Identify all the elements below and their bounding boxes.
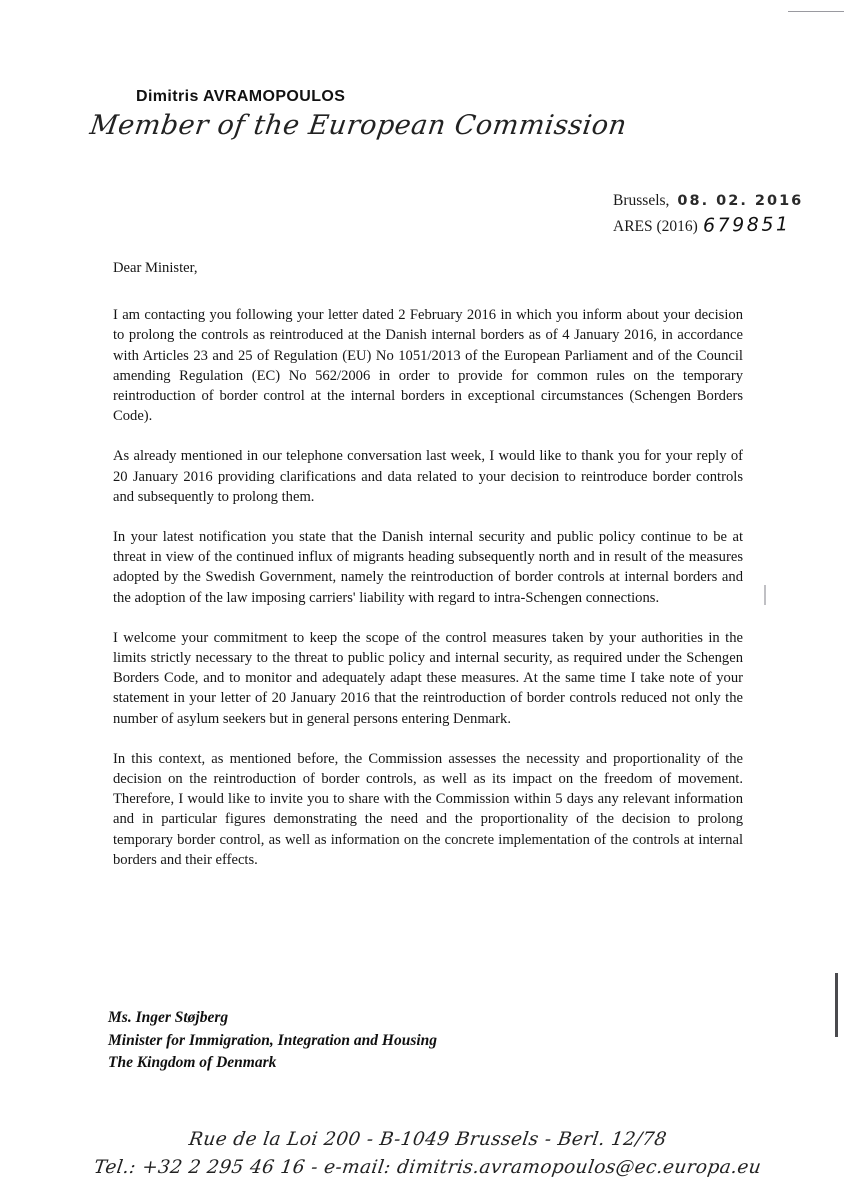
footer-contact-line: Tel.: +32 2 295 46 16 - e-mail: dimitris.avramopoulos@ec.europa.eu	[92, 1157, 763, 1178]
ares-ref-label: ARES (2016)	[613, 218, 698, 235]
body-paragraph-3: In your latest notification you state that the Danish internal security and public policy continue to be at threat in view of the continued influx of migrants heading subsequently north and in result of the measures adopted by the Swedish Government, namely the reintroduction of border controls at internal borders and the adoption of the law imposing carriers' liability with regard to intra-Schengen connections.	[113, 529, 743, 606]
recipient-name: Ms. Inger Støjberg	[108, 1009, 229, 1026]
place-label: Brussels,	[613, 192, 670, 209]
recipient-title: Minister for Immigration, Integration and Housing	[108, 1031, 438, 1049]
letter-body	[113, 258, 743, 890]
scan-artifact-margin-mark	[764, 585, 766, 605]
sender-name: Dimitris AVRAMOPOULOS	[136, 88, 346, 105]
body-paragraph-1: I am contacting you following your letter dated 2 February 2016 in which you inform about your decision to prolong the controls as reintroduced at the Danish internal borders as of 4 January 2016, in accordance with Articles 23 and 25 of Regulation (EU) No 1051/2013 of the European Parliament and of the Council amending Regulation (EC) No 562/2006 in order to provide for common rules on the temporary reintroduction of border control at the internal borders in exceptional circumstances (Schengen Borders Code).	[113, 307, 743, 425]
ares-ref-number-handwritten: 679851	[702, 213, 791, 237]
body-paragraph-5: In this context, as mentioned before, the Commission assesses the necessity and proportionality of the decision on the reintroduction of border controls, as well as its impact on the freedom of movement. Therefore, I would like to invite you to share with the Commission within 5 days any relevant information and in particular figures demonstrating the need and the proportionality of the decision to prolong temporary border control, as well as information on the concrete implementation of the controls at internal borders and their effects.	[113, 750, 743, 868]
body-paragraph-4: I welcome your commitment to keep the scope of the control measures taken by your authorities in the limits strictly necessary to the threat to public policy and internal security, as required under the Schengen Borders Code, and to monitor and adequately adapt these measures. At the same time I take note of your statement in your letter of 20 January 2016 that the reintroduction of border controls reduced not only the number of asylum seekers but in general persons entering Denmark.	[113, 629, 743, 727]
footer-block	[0, 1126, 855, 1182]
reference-line	[613, 214, 803, 236]
recipient-block	[108, 1007, 437, 1075]
scan-artifact-right-bar	[835, 973, 838, 1037]
body-paragraph-2: As already mentioned in our telephone conversation last week, I would like to thank you for your reply of 20 January 2016 providing clarifications and data related to your decision to reintroduce border controls and subsequently to prolong them.	[113, 448, 743, 505]
date-reference-block	[613, 192, 803, 236]
salutation: Dear Minister,	[113, 260, 198, 276]
footer-address-line: Rue de la Loi 200 - B-1049 Brussels - Berl. 12/78	[187, 1129, 668, 1150]
date-stamp: 08. 02. 2016	[677, 193, 804, 209]
date-line	[613, 192, 803, 210]
scan-artifact-top-line	[788, 11, 844, 12]
recipient-country: The Kingdom of Denmark	[108, 1054, 277, 1071]
sender-title-script: Member of the European Commission	[88, 110, 629, 141]
